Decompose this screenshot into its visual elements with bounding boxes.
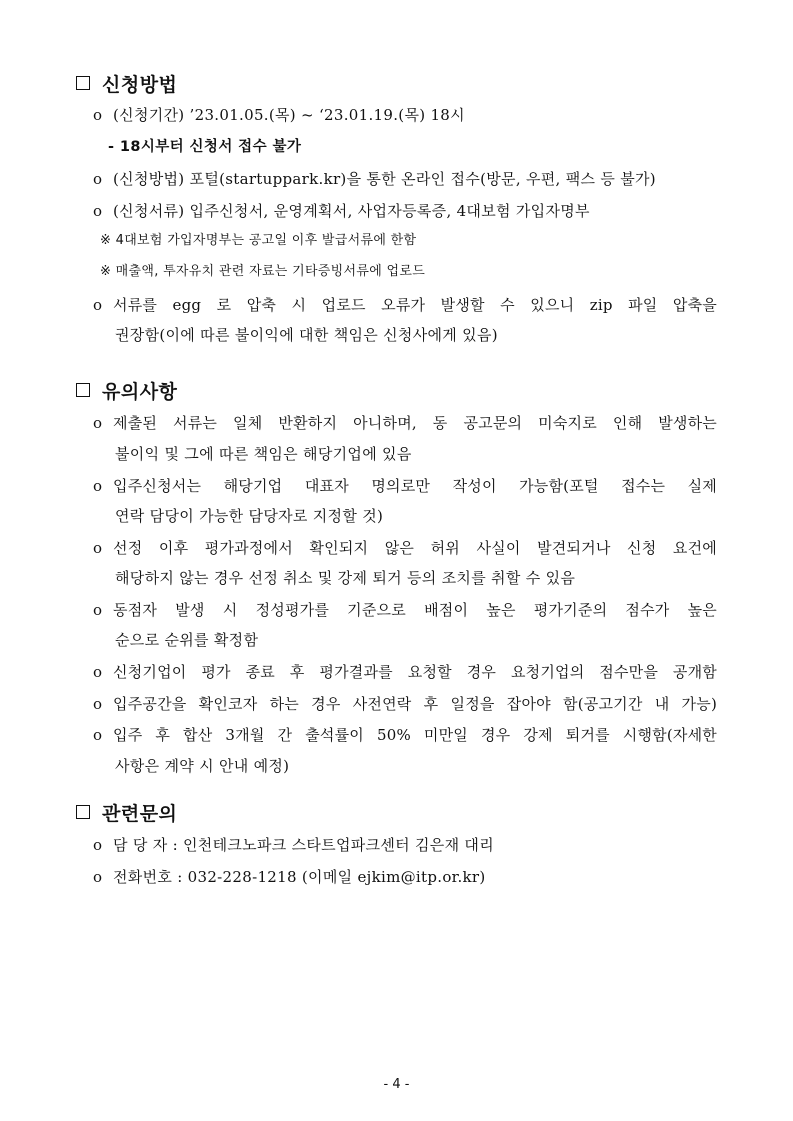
section-title-apply: 신청방법: [102, 73, 178, 96]
section-heading-contact: [76, 799, 177, 825]
bullet-marker: o: [93, 726, 103, 744]
bullet-marker: o: [93, 836, 103, 854]
checkbox-square-icon: [76, 383, 90, 397]
caution-item-2-line1: 입주신청서는 해당기업 대표자 명의로만 작성이 가능함(포털 접수는 실제: [113, 477, 717, 495]
apply-period-text: (신청기간) ’23.01.05.(목) ~ ‘23.01.19.(목) 18시: [113, 106, 465, 124]
apply-note-insurance: ※ 4대보험 가입자명부는 공고일 이후 발급서류에 한함: [100, 233, 417, 248]
contact-manager-text: 담 당 자 : 인천테크노파크 스타트업파크센터 김은재 대리: [113, 836, 495, 854]
caution-item-6-line1: 입주공간을 확인코자 하는 경우 사전연락 후 일정을 잡아야 함(공고기간 내 가능): [113, 695, 717, 713]
bullet-marker: o: [93, 868, 103, 886]
bullet-marker: o: [93, 601, 103, 619]
contact-phone-text: 전화번호 : 032-228-1218 (이메일 ejkim@itp.or.kr): [113, 868, 486, 886]
section-heading-apply: [76, 70, 177, 96]
bullet-marker: o: [93, 296, 103, 314]
apply-note-sales: ※ 매출액, 투자유치 관련 자료는 기타증빙서류에 업로드: [100, 264, 426, 279]
bullet-marker: o: [93, 106, 103, 124]
bullet-marker: o: [93, 477, 103, 495]
bullet-marker: o: [93, 170, 103, 188]
apply-zip-line1: 서류를 egg 로 압축 시 업로드 오류가 발생할 수 있으니 zip 파일 압축을: [113, 296, 717, 314]
apply-period-subnote: - 18시부터 신청서 접수 불가: [108, 139, 302, 155]
caution-item-1-line1: 제출된 서류는 일체 반환하지 아니하며, 동 공고문의 미숙지로 인해 발생하는: [113, 414, 717, 432]
caution-item-5-line1: 신청기업이 평가 종료 후 평가결과를 요청할 경우 요청기업의 점수만을 공개함: [113, 663, 717, 681]
caution-item-3-line2: 해당하지 않는 경우 선정 취소 및 강제 퇴거 등의 조치를 취할 수 있음: [115, 569, 576, 587]
section-heading-caution: [76, 377, 177, 403]
caution-item-1-line2: 불이익 및 그에 따른 책임은 해당기업에 있음: [115, 445, 412, 463]
bullet-marker: o: [93, 202, 103, 220]
section-title-caution: 유의사항: [102, 380, 178, 403]
apply-zip-line2: 권장함(이에 따른 불이익에 대한 책임은 신청사에게 있음): [115, 326, 498, 344]
apply-method-text: (신청방법) 포털(startuppark.kr)을 통한 온라인 접수(방문, 우편, 팩스 등 불가): [113, 170, 656, 188]
caution-item-7-line1: 입주 후 합산 3개월 간 출석률이 50% 미만일 경우 강제 퇴거를 시행함(자세한: [113, 726, 717, 744]
caution-item-2-line2: 연락 담당이 가능한 담당자로 지정할 것): [115, 507, 384, 525]
caution-item-7-line2: 사항은 계약 시 안내 예정): [115, 757, 290, 775]
caution-item-4-line2: 순으로 순위를 확정함: [115, 631, 259, 649]
bullet-marker: o: [93, 663, 103, 681]
caution-item-3-line1: 선정 이후 평가과정에서 확인되지 않은 허위 사실이 발견되거나 신청 요건에: [113, 539, 717, 557]
page-number: - 4 -: [383, 1077, 410, 1092]
caution-item-4-line1: 동점자 발생 시 정성평가를 기준으로 배점이 높은 평가기준의 점수가 높은: [113, 601, 717, 619]
apply-docs-text: (신청서류) 입주신청서, 운영계획서, 사업자등록증, 4대보험 가입자명부: [113, 202, 590, 220]
bullet-marker: o: [93, 414, 103, 432]
checkbox-square-icon: [76, 76, 90, 90]
bullet-marker: o: [93, 539, 103, 557]
checkbox-square-icon: [76, 805, 90, 819]
bullet-marker: o: [93, 695, 103, 713]
section-title-contact: 관련문의: [102, 802, 178, 825]
